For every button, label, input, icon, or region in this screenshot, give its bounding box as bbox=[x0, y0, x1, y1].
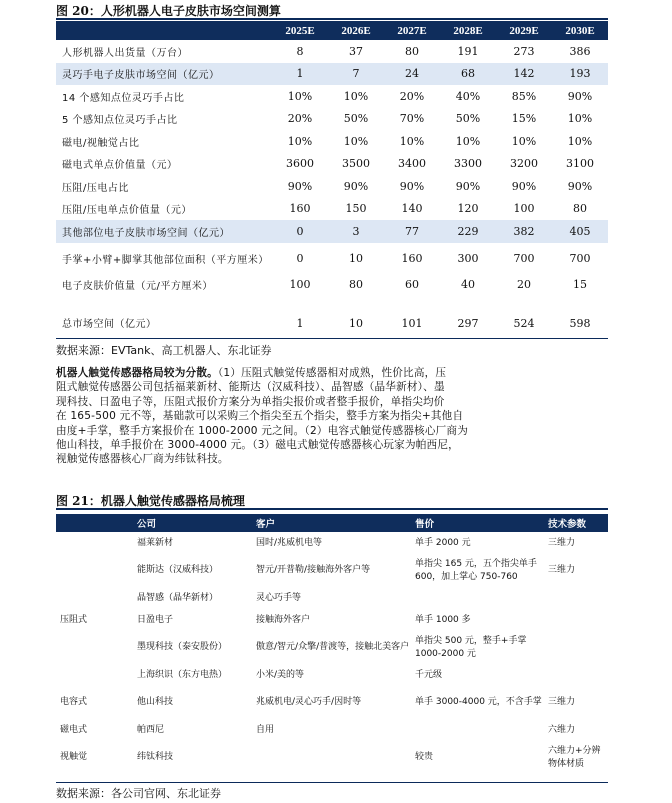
header-cell: 技术参数 bbox=[544, 514, 608, 532]
company-cell: 福莱新材 bbox=[137, 537, 174, 548]
value-cell: 700 bbox=[569, 251, 591, 265]
value-cell: 20% bbox=[399, 89, 425, 103]
table-row bbox=[56, 40, 608, 63]
price-cell: 千元级 bbox=[415, 669, 443, 680]
customer-cell: 兆威机电/灵心巧手/因时等 bbox=[256, 697, 362, 707]
value-cell: 142 bbox=[496, 63, 552, 86]
value-cell: 229 bbox=[440, 220, 496, 243]
table-row bbox=[56, 130, 608, 153]
category-cell: 视触觉 bbox=[60, 752, 88, 762]
table-row bbox=[56, 686, 608, 719]
value-cell: 10% bbox=[399, 134, 425, 148]
value-cell: 10% bbox=[567, 112, 593, 126]
table-row bbox=[56, 741, 608, 774]
price-cell: 单手 1000 多 bbox=[415, 614, 471, 625]
company-cell: 日盈电子 bbox=[137, 614, 174, 625]
header-cell: 客户 bbox=[252, 514, 411, 532]
customer-cell: 自用 bbox=[256, 724, 275, 735]
value-cell: 3200 bbox=[510, 157, 538, 171]
value-cell: 3500 bbox=[342, 157, 370, 171]
value-cell: 700 bbox=[513, 251, 535, 265]
tech-cell: 六维力+分辨物体材质 bbox=[548, 745, 601, 769]
table-row bbox=[56, 587, 608, 609]
category-cell bbox=[56, 532, 133, 554]
price-cell bbox=[411, 719, 544, 741]
value-cell: 3 bbox=[328, 220, 384, 243]
company-cell: 纬钛科技 bbox=[137, 752, 174, 762]
table-row bbox=[56, 198, 608, 221]
value-cell: 40% bbox=[455, 89, 481, 103]
value-cell: 1 bbox=[272, 63, 328, 86]
value-cell: 68 bbox=[440, 63, 496, 86]
category-cell: 压阻式 bbox=[60, 614, 88, 625]
table-row bbox=[56, 63, 608, 86]
customer-cell: 智元/开普勒/接触海外客户等 bbox=[256, 565, 371, 575]
figure-21-bottom-rule bbox=[56, 782, 608, 783]
company-cell: 他山科技 bbox=[137, 697, 174, 707]
figure-21-top-rule bbox=[56, 508, 608, 510]
header-cell: 2025E bbox=[272, 21, 328, 40]
value-cell: 120 bbox=[457, 202, 479, 216]
value-cell: 70% bbox=[399, 112, 425, 126]
market-size-table bbox=[56, 21, 608, 334]
customer-cell: 国时/兆威机电等 bbox=[256, 537, 323, 548]
customer-cell: 小米/美的等 bbox=[256, 669, 305, 680]
value-cell: 50% bbox=[343, 112, 369, 126]
row-label: 磁电式单点价值量（元） bbox=[62, 160, 178, 172]
paragraph-line: 现科技、日盈电子等，压阻式报价方案分为单指尖报价或者整手报价，单指尖均价 bbox=[56, 395, 445, 408]
value-cell: 80 bbox=[573, 202, 587, 216]
value-cell: 3600 bbox=[286, 157, 314, 171]
header-cell bbox=[56, 514, 133, 532]
header-cell: 售价 bbox=[411, 514, 544, 532]
value-cell: 300 bbox=[457, 251, 479, 265]
value-cell: 0 bbox=[272, 220, 328, 243]
row-label: 手掌+小臂+脚掌其他部位面积（平方厘米） bbox=[62, 254, 269, 266]
company-cell: 上海织识（东方电热） bbox=[137, 669, 228, 680]
value-cell: 20% bbox=[287, 112, 313, 126]
company-cell: 晶智感（晶华新材） bbox=[137, 592, 219, 603]
category-cell bbox=[56, 664, 133, 686]
table-row bbox=[56, 296, 608, 334]
value-cell: 90% bbox=[455, 179, 481, 193]
table-row bbox=[56, 664, 608, 686]
row-label: 5 个感知点位灵巧手占比 bbox=[62, 115, 178, 127]
value-cell: 8 bbox=[296, 44, 304, 58]
tactile-sensor-landscape-table bbox=[56, 514, 608, 774]
value-cell: 90% bbox=[567, 89, 593, 103]
value-cell: 100 bbox=[513, 202, 535, 216]
value-cell: 598 bbox=[569, 317, 591, 330]
category-cell: 磁电式 bbox=[60, 724, 88, 735]
customer-cell bbox=[252, 741, 411, 774]
row-label: 14 个感知点位灵巧手占比 bbox=[62, 92, 185, 104]
table-row bbox=[56, 274, 608, 297]
value-cell: 10% bbox=[567, 134, 593, 148]
paragraph-line: 由度+手掌，整手方案报价在 1000-2000 元之间。（2）电容式触觉传感器核心厂商为 bbox=[56, 424, 468, 437]
value-cell: 140 bbox=[401, 202, 423, 216]
company-cell: 能斯达（汉威科技） bbox=[137, 565, 219, 575]
table-row bbox=[56, 609, 608, 631]
value-cell: 193 bbox=[552, 63, 608, 86]
table-row bbox=[56, 532, 608, 554]
value-cell: 10% bbox=[343, 89, 369, 103]
row-label: 其他部位电子皮肤市场空间（亿元） bbox=[56, 220, 272, 243]
value-cell: 37 bbox=[349, 44, 363, 58]
figure-21-title: 图 21：机器人触觉传感器格局梳理 bbox=[56, 494, 245, 508]
value-cell: 90% bbox=[287, 179, 313, 193]
figure-20-top-rule bbox=[56, 18, 608, 20]
value-cell: 60 bbox=[405, 278, 419, 292]
value-cell: 191 bbox=[457, 44, 479, 58]
header-cell: 2029E bbox=[496, 21, 552, 40]
analysis-paragraph bbox=[56, 366, 608, 467]
paragraph-line: 在 165-500 元不等，基础款可以采购三个指尖至五个指尖，整手方案为指尖+其他自 bbox=[56, 410, 464, 423]
table-row bbox=[56, 108, 608, 131]
value-cell: 150 bbox=[345, 202, 367, 216]
value-cell: 80 bbox=[405, 44, 419, 58]
value-cell: 77 bbox=[384, 220, 440, 243]
table-header-row bbox=[56, 21, 608, 40]
table-header-row bbox=[56, 514, 608, 532]
header-cell: 2028E bbox=[440, 21, 496, 40]
value-cell: 160 bbox=[401, 251, 423, 265]
tech-cell bbox=[544, 609, 608, 631]
paragraph-bold-lead: 机器人触觉传感器格局较为分散。 bbox=[56, 367, 218, 379]
header-cell: 2030E bbox=[552, 21, 608, 40]
customer-cell: 灵心巧手等 bbox=[256, 592, 302, 603]
value-cell: 10% bbox=[287, 134, 313, 148]
value-cell: 101 bbox=[401, 317, 423, 330]
tech-cell: 三维力 bbox=[548, 697, 576, 707]
tech-cell bbox=[544, 587, 608, 609]
value-cell: 10% bbox=[343, 134, 369, 148]
row-label: 人形机器人出货量（万台） bbox=[62, 47, 188, 59]
paragraph-line: 他山科技，单手报价在 3000-4000 元。（3）磁电式触觉传感器核心玩家为帕西尼， bbox=[56, 439, 459, 452]
value-cell: 90% bbox=[343, 179, 369, 193]
table-row bbox=[56, 220, 608, 243]
company-cell: 帕西尼 bbox=[137, 724, 165, 735]
tech-cell: 三维力 bbox=[548, 537, 576, 548]
customer-cell: 接触海外客户 bbox=[256, 614, 311, 625]
paragraph-line: 阻式触觉传感器公司包括福莱新材、能斯达（汉威科技）、晶智感（晶华新材）、墨 bbox=[56, 381, 445, 394]
figure-21-source: 数据来源：各公司官网、东北证券 bbox=[56, 787, 221, 800]
value-cell: 100 bbox=[289, 278, 311, 292]
table-row bbox=[56, 631, 608, 664]
value-cell: 80 bbox=[349, 278, 363, 292]
value-cell: 15 bbox=[573, 278, 587, 292]
price-cell: 较贵 bbox=[415, 752, 434, 762]
table-row bbox=[56, 243, 608, 274]
value-cell: 20 bbox=[517, 278, 531, 292]
value-cell: 15% bbox=[511, 112, 537, 126]
customer-cell: 傲意/智元/众擎/普渡等，接触北美客户 bbox=[256, 642, 410, 652]
paragraph-line: 视触觉传感器核心厂商为纬钛科技。 bbox=[56, 453, 229, 466]
price-cell bbox=[411, 587, 544, 609]
value-cell: 3400 bbox=[398, 157, 426, 171]
table-row bbox=[56, 719, 608, 741]
value-cell: 382 bbox=[496, 220, 552, 243]
row-label: 总市场空间（亿元） bbox=[62, 319, 157, 330]
value-cell: 10% bbox=[511, 134, 537, 148]
table-row bbox=[56, 554, 608, 587]
value-cell: 1 bbox=[296, 317, 304, 330]
row-label: 电子皮肤价值量（元/平方厘米） bbox=[62, 281, 213, 293]
row-label: 灵巧手电子皮肤市场空间（亿元） bbox=[56, 63, 272, 86]
category-cell bbox=[56, 587, 133, 609]
value-cell: 0 bbox=[296, 251, 304, 265]
tech-cell bbox=[544, 664, 608, 686]
figure-20-title: 图 20：人形机器人电子皮肤市场空间测算 bbox=[56, 4, 281, 18]
category-cell bbox=[56, 631, 133, 664]
price-cell: 单指尖 165 元，五个指尖单手 600，加上掌心 750-760 bbox=[415, 558, 537, 582]
value-cell: 50% bbox=[455, 112, 481, 126]
row-label: 压阻/压电单点价值量（元） bbox=[62, 205, 192, 217]
price-cell: 单手 2000 元 bbox=[415, 537, 471, 548]
row-label: 压阻/压电占比 bbox=[62, 182, 129, 194]
value-cell: 524 bbox=[513, 317, 535, 330]
value-cell: 40 bbox=[461, 278, 475, 292]
category-cell bbox=[56, 554, 133, 587]
value-cell: 10% bbox=[287, 89, 313, 103]
header-cell: 2026E bbox=[328, 21, 384, 40]
tech-cell bbox=[544, 631, 608, 664]
value-cell: 10 bbox=[349, 251, 363, 265]
figure-20-bottom-rule bbox=[56, 338, 608, 339]
value-cell: 90% bbox=[511, 179, 537, 193]
company-cell: 墨现科技（泰安股份） bbox=[137, 642, 228, 652]
value-cell: 90% bbox=[399, 179, 425, 193]
tech-cell: 三维力 bbox=[548, 565, 576, 575]
table-row bbox=[56, 175, 608, 198]
tech-cell: 六维力 bbox=[548, 724, 576, 735]
value-cell: 386 bbox=[569, 44, 591, 58]
value-cell: 3300 bbox=[454, 157, 482, 171]
figure-20-source: 数据来源：EVTank、高工机器人、东北证券 bbox=[56, 344, 272, 357]
table-row bbox=[56, 85, 608, 108]
value-cell: 297 bbox=[457, 317, 479, 330]
table-row bbox=[56, 153, 608, 176]
row-label: 磁电/视触觉占比 bbox=[62, 137, 140, 149]
value-cell: 10 bbox=[349, 317, 363, 330]
value-cell: 160 bbox=[289, 202, 311, 216]
value-cell: 10% bbox=[455, 134, 481, 148]
paragraph-text: （1）压阻式触觉传感器相对成熟，性价比高，压 bbox=[217, 367, 447, 379]
value-cell: 90% bbox=[567, 179, 593, 193]
value-cell: 24 bbox=[384, 63, 440, 86]
price-cell: 单指尖 500 元，整手+手掌 1000-2000 元 bbox=[415, 635, 527, 659]
header-cell: 2027E bbox=[384, 21, 440, 40]
value-cell: 3100 bbox=[566, 157, 594, 171]
price-cell: 单手 3000-4000 元，不含手掌 bbox=[415, 697, 542, 707]
value-cell: 85% bbox=[511, 89, 537, 103]
category-cell: 电容式 bbox=[60, 697, 88, 707]
header-cell bbox=[56, 21, 272, 40]
value-cell: 405 bbox=[552, 220, 608, 243]
value-cell: 7 bbox=[328, 63, 384, 86]
header-cell: 公司 bbox=[133, 514, 252, 532]
value-cell: 273 bbox=[513, 44, 535, 58]
paragraph-line bbox=[56, 366, 608, 380]
